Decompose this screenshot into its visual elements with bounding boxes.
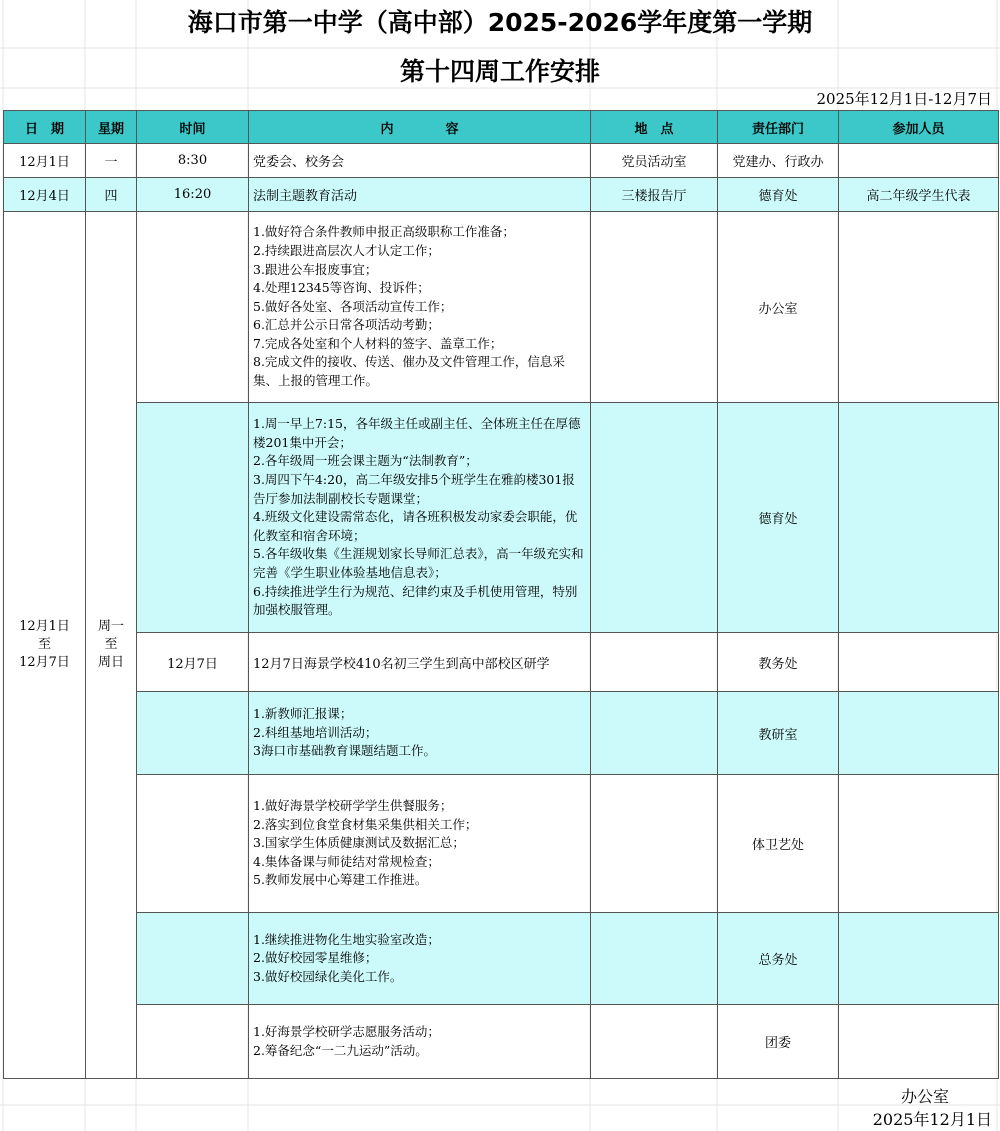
cell-department: 教研室 — [718, 692, 839, 775]
cell-content: 党委会、校务会 — [249, 144, 591, 178]
cell-location — [591, 633, 718, 692]
header-department: 责任部门 — [718, 111, 839, 144]
cell-department: 办公室 — [718, 212, 839, 403]
cell-department: 德育处 — [718, 403, 839, 633]
cell-department: 总务处 — [718, 913, 839, 1005]
cell-time: 16:20 — [137, 178, 249, 212]
header-weekday: 星期 — [86, 111, 137, 144]
cell-time — [137, 212, 249, 403]
cell-time — [137, 403, 249, 633]
header-time: 时间 — [137, 111, 249, 144]
cell-participants — [839, 403, 999, 633]
document-subtitle: 第十四周工作安排 — [399, 57, 600, 86]
cell-content: 法制主题教育活动 — [249, 178, 591, 212]
cell-participants: 高二年级学生代表 — [839, 178, 999, 212]
cell-participants — [839, 633, 999, 692]
cell-weekday-range: 周一 至 周日 — [86, 212, 137, 1079]
cell-location — [591, 1005, 718, 1079]
cell-participants — [839, 913, 999, 1005]
cell-location — [591, 913, 718, 1005]
header-participants: 参加人员 — [839, 111, 999, 144]
cell-department: 体卫艺处 — [718, 775, 839, 913]
cell-department: 团委 — [718, 1005, 839, 1079]
cell-time — [137, 1005, 249, 1079]
cell-time — [137, 692, 249, 775]
table-row — [4, 144, 999, 178]
cell-participants — [839, 692, 999, 775]
table-row — [4, 913, 999, 1005]
cell-department: 党建办、行政办 — [718, 144, 839, 178]
cell-date: 12月1日 — [4, 144, 86, 178]
table-row — [4, 775, 999, 913]
cell-participants — [839, 144, 999, 178]
schedule-table — [3, 110, 999, 1079]
header-date: 日 期 — [4, 111, 86, 144]
cell-content: 1.周一早上7:15，各年级主任或副主任、全体班主任在厚德楼201集中开会； 2.各年级周一班会课主题为“法制教育”； 3.周四下午4:20，高二年级安排5个班学生在雅韵楼301报告厅参加法制副校长专题课堂； 4.班级文化建设需常态化，请各班积极发动家委会职能，优化教室和宿舍环境； 5.各年级收集《生涯规划家长导师汇总表》，高一年级充实和完善《学生职业体验基地信息表》； 6.持续推进学生行为规范、纪律约束及手机使用管理，特别加强校服管理。 — [249, 403, 591, 633]
cell-date-range: 12月1日 至 12月7日 — [4, 212, 86, 1079]
cell-content: 1.新教师汇报课； 2.科组基地培训活动； 3海口市基础教育课题结题工作。 — [249, 692, 591, 775]
cell-department: 德育处 — [718, 178, 839, 212]
cell-location: 三楼报告厅 — [591, 178, 718, 212]
table-row — [4, 633, 999, 692]
cell-time: 8:30 — [137, 144, 249, 178]
table-header-row — [4, 111, 999, 144]
date-range: 2025年12月1日-12月7日 — [816, 90, 992, 108]
cell-content: 12月7日海景学校410名初三学生到高中部校区研学 — [249, 633, 591, 692]
cell-time: 12月7日 — [137, 633, 249, 692]
cell-location — [591, 692, 718, 775]
cell-time — [137, 775, 249, 913]
cell-content: 1.做好符合条件教师申报正高级职称工作准备； 2.持续跟进高层次人才认定工作； 3.跟进公车报废事宜； 4.处理12345等咨询、投诉件； 5.做好各处室、各项活动宣传工作； 6.汇总并公示日常各项活动考勤； 7.完成各处室和个人材料的签字、盖章工作； 8.完成文件的接收、传送、催办及文件管理工作，信息采集、上报的管理工作。 — [249, 212, 591, 403]
document-title: 海口市第一中学（高中部）2025-2026学年度第一学期 — [187, 8, 813, 37]
table-row — [4, 1005, 999, 1079]
table-row — [4, 178, 999, 212]
cell-time — [137, 913, 249, 1005]
cell-date: 12月4日 — [4, 178, 86, 212]
cell-location — [591, 212, 718, 403]
cell-content: 1.做好海景学校研学学生供餐服务； 2.落实到位食堂食材集采集供相关工作； 3.国家学生体质健康测试及数据汇总； 4.集体备课与师徒结对常规检查； 5.教师发展中心筹建工作推进。 — [249, 775, 591, 913]
header-content: 内 容 — [249, 111, 591, 144]
table-row — [4, 692, 999, 775]
cell-location: 党员活动室 — [591, 144, 718, 178]
cell-weekday: 一 — [86, 144, 137, 178]
cell-content: 1.好海景学校研学志愿服务活动； 2.筹备纪念“一二九运动”活动。 — [249, 1005, 591, 1079]
cell-location — [591, 775, 718, 913]
footer-date: 2025年12月1日 — [872, 1110, 992, 1129]
cell-location — [591, 403, 718, 633]
cell-department: 教务处 — [718, 633, 839, 692]
table-row — [4, 212, 999, 403]
cell-participants — [839, 212, 999, 403]
cell-participants — [839, 1005, 999, 1079]
cell-weekday: 四 — [86, 178, 137, 212]
header-location: 地 点 — [591, 111, 718, 144]
cell-participants — [839, 775, 999, 913]
footer-signer: 办公室 — [900, 1087, 949, 1106]
table-row — [4, 403, 999, 633]
cell-content: 1.继续推进物化生地实验室改造； 2.做好校园零星维修； 3.做好校园绿化美化工作。 — [249, 913, 591, 1005]
